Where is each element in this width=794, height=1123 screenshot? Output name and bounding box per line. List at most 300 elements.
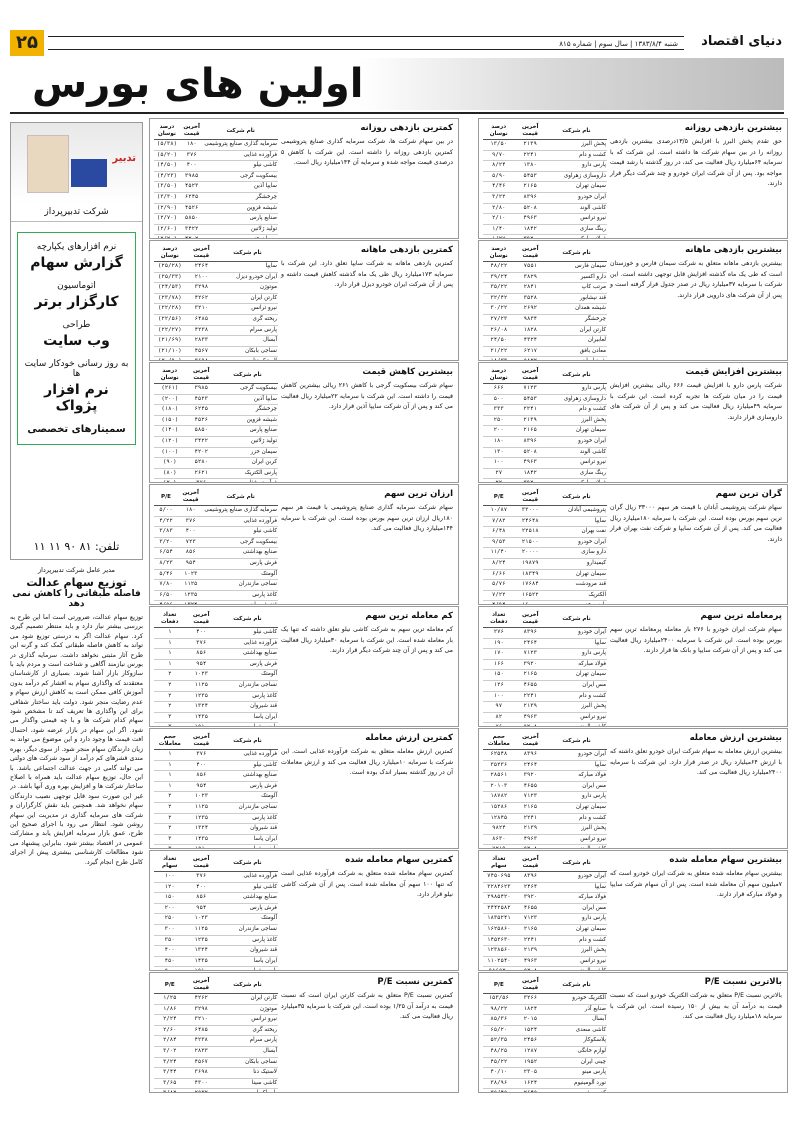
- company-name: کارتن ایران: [546, 325, 607, 336]
- company-name: پارس دارو: [546, 649, 607, 660]
- last-price: ۲۱۳۹: [514, 140, 545, 151]
- last-price: ۳۴۲۲: [186, 436, 217, 447]
- last-price: [515, 357, 547, 361]
- stats-table: [154, 245, 278, 361]
- company-name: ریخته گری: [217, 1025, 278, 1036]
- table-row: [154, 893, 278, 904]
- col-header-price: آخرین قیمت: [515, 245, 547, 262]
- company-name: فولاد مبارکه: [546, 771, 607, 782]
- table-row: [483, 914, 607, 925]
- table-row: [154, 1078, 278, 1089]
- col-header-price: آخرین قیمت: [185, 855, 216, 872]
- table-row: [483, 590, 607, 601]
- table-row: [154, 415, 278, 426]
- metric-value: ۲۸۵۶۱: [483, 771, 515, 782]
- section-text: [281, 611, 453, 657]
- metric-value: (۲۵/۲۸): [154, 262, 186, 273]
- table-row: [154, 468, 278, 479]
- company-name: پارس سرام: [217, 1036, 278, 1047]
- table-row: [483, 384, 607, 395]
- company-name: سیمان خزر: [217, 447, 278, 458]
- table-row: [154, 458, 278, 469]
- last-price: ۴۰۰: [186, 760, 217, 771]
- section-table-wrap: [483, 855, 607, 971]
- metric-value: ۲۷: [483, 468, 514, 479]
- metric-value: ۱/۸۶: [154, 1004, 185, 1015]
- last-price: ۱۰۲۳: [178, 569, 203, 580]
- table-row: [483, 956, 607, 967]
- last-price: ۳۷۶: [186, 750, 217, 761]
- last-price: ۲۱۰۰: [186, 272, 217, 283]
- col-header-metric: درصد نوسان: [154, 367, 186, 384]
- company-name: صنایع آذر: [546, 1004, 607, 1015]
- col-header-name: نام شرکت: [217, 245, 278, 262]
- table-row: [154, 723, 278, 727]
- metric-value: ۱: [154, 771, 186, 782]
- metric-value: ۳/۸۳: [154, 527, 178, 538]
- last-price: ۱۸۲۴: [515, 1004, 546, 1015]
- company-name: کشت و دام: [546, 150, 607, 161]
- company-name: سایپا آذین: [203, 182, 278, 193]
- section-body: سهام شرکت ایران خودرو با ۲۷۶ بار معامله پرمعامله ترین سهم بورس بوده است. این شرکت با سرمایه ۲۴۰۰میلیارد ریال فعالیت می کند و پس از آن شرکت سایپا و بانک ها قرار دارند.: [610, 626, 782, 654]
- col-header-metric: حجم معاملات: [483, 733, 515, 750]
- advertisement[interactable]: [10, 122, 143, 560]
- metric-value: ۱۴۵۲۶۳۰: [483, 935, 515, 946]
- company-name: شیشه قزوین: [217, 415, 278, 426]
- metric-value: (۵/۲۰): [154, 150, 180, 161]
- table-row: [483, 1057, 607, 1068]
- section-text: [610, 611, 782, 657]
- metric-value: ۴۸/۲۵: [483, 1046, 515, 1057]
- metric-value: ۳/۰۲: [154, 1046, 185, 1057]
- ad-line: نرم افزارهای یکپارچه: [36, 242, 117, 252]
- company-name: پخش البرز: [546, 946, 607, 957]
- col-header-name: نام شرکت: [203, 123, 278, 140]
- company-name: موتوژن: [217, 283, 278, 294]
- company-name: سایپا: [217, 262, 278, 273]
- stats-table: [483, 611, 607, 727]
- metric-value: ۶/۶۶: [483, 569, 514, 580]
- section-table-wrap: [154, 977, 278, 1093]
- metric-value: [154, 235, 180, 239]
- table-row: [154, 548, 278, 559]
- stats-table: [483, 123, 607, 239]
- metric-value: ۵/۴۶: [154, 569, 178, 580]
- section-title: کمترین سهام معامله شده: [345, 855, 453, 865]
- metric-value: ۲۰۱۰۳: [483, 781, 515, 792]
- company-name: مرتب کاپ: [546, 283, 607, 294]
- company-name: صنایع بهداشتی: [217, 649, 278, 660]
- company-name: صنایع بهداشتی: [217, 893, 278, 904]
- company-name: [546, 601, 607, 605]
- company-name: پارس سرام: [217, 325, 278, 336]
- table-row: [483, 537, 607, 548]
- last-price: ۴۹۶۳: [514, 458, 545, 469]
- stat-section: [478, 606, 788, 727]
- last-price: ۱۴۳۵: [185, 956, 216, 967]
- last-price: [185, 967, 216, 971]
- metric-value: ۳/۲۴: [154, 1057, 185, 1068]
- col-header-metric: P/E: [154, 977, 185, 994]
- section-body: سهام شرکت پتروشیمی آبادان با قیمت هر سهم ۳۳۰۰۰ ریال گران ترین سهم بورس بوده است. این شرکت با سرمایه ۱۸۰میلیارد ریال فعالیت می کند. پس از آن شرکت سایپا و شرکت نفت بهران قرار دارند.: [610, 504, 782, 543]
- last-price: ۷۱۲۳: [515, 914, 546, 925]
- col-header-price: آخرین قیمت: [514, 123, 545, 140]
- table-row: [154, 813, 278, 824]
- stat-section: [478, 728, 788, 849]
- last-price: ۳۲۹۸: [186, 283, 217, 294]
- company-name: کشت و دام: [546, 935, 607, 946]
- table-row: [483, 558, 607, 569]
- company-name: فرآورده غذایی: [203, 516, 278, 527]
- company-name: ایران خودرو: [546, 628, 607, 639]
- table-row: [483, 1068, 607, 1079]
- last-price: ۴۰۰: [180, 161, 204, 172]
- last-price: ۷۱۲۳: [515, 792, 546, 803]
- company-name: پخش البرز: [546, 824, 607, 835]
- metric-value: (۵/۳۸): [154, 140, 180, 151]
- company-name: کاغذ پارس: [217, 813, 278, 824]
- company-name: فرش پارس: [203, 558, 278, 569]
- last-price: ۷۱۲۳: [515, 649, 546, 660]
- last-price: ۴۲۳۸: [185, 1036, 217, 1047]
- table-row: [154, 946, 278, 957]
- table-row: [483, 1004, 607, 1015]
- section-title: بیشترین بازدهی روزانه: [684, 123, 782, 133]
- section-body: بالاترین نسبت P/E متعلق به شرکت الکتریک خودرو است که نسبت قیمت به درآمد آن به بیش از ۱۵۰ رسیده است. این شرکت با سرمایه ۱۸میلیارد ریال فعالیت می کند.: [610, 992, 782, 1020]
- section-body: در بین سهام شرکت ها، شرکت سرمایه گذاری صنایع پتروشیمی کمترین بازدهی روزانه را داشته است. این شرکت با کاهش ۵ درصدی قیمت مواجه شده و سرمایه آن ۱۴۴میلیارد ریال است.: [281, 138, 453, 166]
- last-price: ۹۵۴: [186, 659, 217, 670]
- last-price: ۳۹۲۰: [515, 771, 546, 782]
- editorial-subtitle: فاصله طبقاتی را کاهش نمی دهد: [12, 589, 141, 609]
- section-title: بیشترین کاهش قیمت: [362, 367, 453, 377]
- metric-value: ۹/۵۳: [483, 537, 514, 548]
- company-name: معادن بافق: [546, 346, 607, 357]
- last-price: ۳۴۲۲: [180, 224, 204, 235]
- company-name: [217, 845, 278, 849]
- table-row: [483, 1036, 607, 1047]
- table-row: [154, 601, 278, 605]
- company-name: لعابیران: [546, 336, 607, 347]
- last-price: ۱۵۲۴: [515, 1025, 546, 1036]
- company-name: نیرو ترانس: [217, 1015, 278, 1026]
- company-name: سرمایه گذاری صنایع پتروشیمی: [203, 506, 278, 517]
- metric-value: (۲/۷۰): [154, 214, 180, 225]
- metric-value: ۲: [154, 813, 186, 824]
- metric-value: ۸۵/۳۶: [483, 1015, 515, 1026]
- metric-value: ۱۳۰: [483, 447, 514, 458]
- table-row: [483, 580, 607, 591]
- section-text: [281, 367, 453, 413]
- metric-value: ۸/۲۴: [483, 558, 514, 569]
- company-name: فرش پارس: [217, 781, 278, 792]
- table-row: [154, 580, 278, 591]
- last-price: ۲۱۶۵: [515, 924, 546, 935]
- metric-value: ۵/۷۶: [483, 580, 514, 591]
- metric-value: ۱۲۸۴۵: [483, 813, 515, 824]
- metric-value: ۴۸/۲۲: [483, 262, 515, 273]
- company-name: آلومتک: [217, 914, 278, 925]
- stat-section: [149, 972, 459, 1093]
- last-price: ۱۱۲۵: [186, 680, 217, 691]
- ad-line: اتوماسیون: [57, 281, 96, 291]
- table-row: [154, 670, 278, 681]
- company-name: نیرو ترانس: [546, 956, 607, 967]
- metric-value: ۱۳/۵۰: [483, 140, 514, 151]
- metric-value: ۱۷۰: [483, 649, 515, 660]
- stat-section: [149, 484, 459, 605]
- table-row: [483, 506, 607, 517]
- last-price: ۳۵۲۸: [515, 293, 547, 304]
- metric-value: (۲۰۰): [154, 394, 186, 405]
- company-name: [203, 235, 278, 239]
- company-name: ایران خودرو: [546, 750, 607, 761]
- col-header-metric: P/E: [483, 977, 515, 994]
- last-price: [186, 479, 217, 483]
- section-body: کمترین ارزش معامله متعلق به شرکت فرآورده غذایی است. این شرکت با سرمایه ۱۰میلیارد ریال فعالیت می کند و ارزش معاملات آن در روز گذشته بسیار اندک بوده است.: [281, 748, 454, 776]
- ad-phone: تلفن: ۸۱ ۹۰ ۱۱ ۱۱: [33, 540, 120, 553]
- company-name: فولاد مبارکه: [546, 893, 607, 904]
- stats-table: [154, 611, 278, 727]
- metric-value: [154, 723, 186, 727]
- last-price: ۲۱۶۵: [514, 426, 545, 437]
- table-row: [483, 935, 607, 946]
- company-name: تولید ژلاتین: [217, 436, 278, 447]
- last-price: ۱۹۵۲: [515, 1057, 546, 1068]
- table-row: [483, 628, 607, 639]
- metric-value: [154, 601, 178, 605]
- company-name: فرآورده غذایی: [217, 872, 278, 883]
- col-header-metric: درصد نوسان: [154, 245, 186, 262]
- metric-value: ۱۵۲۸۶: [483, 802, 515, 813]
- table-row: [154, 140, 278, 151]
- company-name: [546, 967, 607, 971]
- metric-value: ۱۰۰: [154, 872, 185, 883]
- last-price: ۲۱۳۹: [515, 702, 546, 713]
- last-price: ۵۴۵۳: [514, 171, 545, 182]
- metric-value: ۱۵۰: [154, 893, 185, 904]
- issue-strip: شنبه ۱۳۸۳/۸/۴ | سال سوم | شماره ۸۱۵: [48, 36, 684, 50]
- col-header-price: آخرین قیمت: [186, 733, 217, 750]
- metric-value: (۲۴/۵۳): [154, 283, 186, 294]
- metric-value: ۱: [154, 659, 186, 670]
- section-table-wrap: [483, 367, 607, 483]
- table-row: [483, 325, 607, 336]
- last-price: ۴۵۲۳: [186, 394, 217, 405]
- metric-value: ۱۸۷۸۲: [483, 792, 515, 803]
- section-text: [610, 123, 782, 190]
- last-price: ۴۵۲۳: [180, 182, 204, 193]
- stats-table: [483, 489, 607, 605]
- section-title: بیشترین افزایش قیمت: [685, 367, 782, 377]
- last-price: ۱۲۳۵: [185, 935, 216, 946]
- table-row: [154, 1025, 278, 1036]
- company-name: کاشی الوند: [546, 447, 607, 458]
- ad-product: وب سایت: [43, 333, 110, 349]
- table-row: [154, 649, 278, 660]
- table-row: [483, 171, 607, 182]
- last-price: ۲۶۹۲: [515, 304, 547, 315]
- table-row: [154, 214, 278, 225]
- company-name: لاستیک دنا: [217, 1068, 278, 1079]
- editorial-body: توزیع سهام عدالت، ضرورتی است اما این طرح به بررسی بیشتر نیاز دارد و باید منتظر تصمیم گیری کرد. سهام عدالت اگر به درستی توزیع شود می تواند به کاهش فاصله طبقاتی کمک کند و گرنه این طرح آثار مثبتی نخواهد داشت. سرمایه گذاری در بورس نیازمند آگاهی و شناخت است و مردم باید با سازوکار بازار آشنا شوند. بسیاری از کارشناسان معتقدند که واگذاری سهام به اقشار کم درآمد بدون آموزش کافی ممکن است به کاهش ارزش سهام و عدم رضایت منجر شود. دولت باید ساختار شفافی برای این واگذاری ها تعریف کند تا مشخص شود سهام کدام شرکت ها و با چه قیمتی واگذار می شود. اگر این سهام در بازار عرضه شود، احتمال افت قیمت ها وجود دارد و این موضوع می تواند به زیان دارندگان سهام منجر شود. از سوی دیگر، بهره مندی قشرهای کم درآمد از سود شرکت های دولتی می تواند گامی در جهت عدالت اجتماعی باشد. با این حال، توزیع سهام عدالت باید همراه با اصلاح ساختار شرکت ها و افزایش بهره وری آنها باشد. در غیر این صورت سود قابل توجهی نصیب دارندگان سهام نخواهد شد. همچنین باید نقش کارگزاران و شرکت های سرمایه گذاری در مدیریت این سهام روشن شود. انتظار می رود با اجرای صحیح این طرح، عمق بازار سرمایه افزایش یابد و مشارکت عمومی در اقتصاد بیشتر شود. بنابراین پیشنهاد می شود مطالعات کارشناسی بیشتری پیش از اجرای کامل طرح انجام گیرد.: [10, 614, 143, 866]
- metric-value: [154, 967, 185, 971]
- company-name: صنایع پارس: [203, 214, 278, 225]
- section-body: بیشترین ارزش معامله به سهام شرکت ایران خودرو تعلق داشته که با ارزش ۶۴میلیارد ریال در صدر قرار دارد. این شرکت با سرمایه ۲۴۰۰میلیارد ریال فعالیت می کند.: [610, 748, 783, 776]
- company-name: [203, 601, 278, 605]
- table-row: [483, 601, 607, 605]
- table-row: [483, 834, 607, 845]
- metric-value: ۲۵۰: [483, 415, 514, 426]
- last-price: ۱۰۲۳: [185, 914, 216, 925]
- company-name: [217, 357, 278, 361]
- metric-value: ۴/۴۶: [483, 182, 514, 193]
- col-header-price: آخرین قیمت: [186, 367, 217, 384]
- last-price: ۷۵۵۱: [515, 262, 547, 273]
- last-price: ۴۹۶۳: [515, 956, 546, 967]
- last-price: ۱۳۸۰: [514, 161, 545, 172]
- table-row: [483, 872, 607, 883]
- last-price: ۴۹۶۳: [515, 712, 546, 723]
- last-price: ۱۳۲۴: [186, 702, 217, 713]
- last-price: ۲۰۱۵: [515, 1015, 546, 1026]
- metric-value: ۴۵/۲۲: [483, 1057, 515, 1068]
- last-price: ۴۹۶۳: [515, 834, 546, 845]
- last-price: ۱۸۲۸: [515, 325, 547, 336]
- metric-value: ۶/۵۴: [154, 548, 178, 559]
- company-name: ایران خودرو: [546, 537, 607, 548]
- table-row: [154, 203, 278, 214]
- col-header-name: نام شرکت: [217, 733, 278, 750]
- laptop-icon: [71, 159, 107, 187]
- section-table-wrap: [154, 123, 278, 239]
- last-price: [514, 235, 545, 239]
- col-header-name: نام شرکت: [217, 977, 278, 994]
- col-header-price: آخرین قیمت: [514, 367, 545, 384]
- table-row: [483, 702, 607, 713]
- metric-value: ۷/۸۰: [154, 580, 178, 591]
- metric-value: ۳/۴۴: [154, 1068, 185, 1079]
- last-price: ۲۲۴۱: [514, 150, 545, 161]
- last-price: ۴۵۲۶: [186, 415, 217, 426]
- last-price: ۴۲۶۲: [185, 994, 217, 1005]
- table-row: [154, 479, 278, 483]
- company-name: آبسال: [217, 336, 278, 347]
- section-title: ارزان ترین سهم: [384, 489, 453, 499]
- stat-section: [478, 972, 788, 1093]
- company-name: نیرو ترانس: [217, 304, 278, 315]
- divider: [10, 112, 784, 114]
- company-name: داروسازی زهراوی: [546, 394, 607, 405]
- metric-value: ۴۰/۱۰: [483, 1068, 515, 1079]
- metric-value: ۲/۲۴: [154, 1015, 185, 1026]
- company-name: نساجی مازندران: [217, 802, 278, 813]
- metric-value: ۸۶۳۰: [483, 834, 515, 845]
- company-name: دارو اکسیر: [546, 272, 607, 283]
- last-price: ۱۸۴۲: [514, 468, 545, 479]
- company-name: سایپا: [546, 882, 607, 893]
- company-name: کربن ایران: [217, 458, 278, 469]
- table-row: [483, 224, 607, 235]
- last-price: ۵۲۰۸: [514, 447, 545, 458]
- company-name: کاشی سعدی: [546, 1025, 607, 1036]
- last-price: ۲۴۶۴: [515, 882, 546, 893]
- last-price: ۵۲۸۰: [186, 458, 217, 469]
- col-header-metric: تعداد سهام: [483, 855, 515, 872]
- company-name: رینگ سازی: [546, 224, 607, 235]
- editorial-caption: مدیر عامل شرکت تدبیرپرداز: [37, 566, 116, 574]
- last-price: ۲۴۵۶: [515, 1036, 546, 1047]
- last-price: ۴۲۳۸: [186, 325, 217, 336]
- last-price: ۵۸۵۰: [180, 214, 204, 225]
- table-row: [483, 357, 607, 361]
- section-body: کمترین سهام معامله شده متعلق به شرکت فرآورده غذایی است که تنها ۱۰۰ سهم آن معامله شده است. پس از آن شرکت کاشی نیلو قرار دارد.: [281, 870, 453, 898]
- last-price: ۳۲۱۰: [186, 304, 217, 315]
- last-price: ۴۳۰۰: [185, 1078, 217, 1089]
- last-price: ۳۷۶: [178, 516, 203, 527]
- company-name: [546, 479, 607, 483]
- table-row: [154, 558, 278, 569]
- table-row: [483, 214, 607, 225]
- section-body: کمترین بازدهی ماهانه به شرکت سایپا تعلق دارد. این شرکت با سرمایه ۱۷۳میلیارد ریال طی یک ماه گذشته کاهش قیمت داشته و پس از آن شرکت ایران خودرو دیزل قرار دارد.: [281, 260, 453, 288]
- table-row: [154, 792, 278, 803]
- company-name: پارس دارو: [546, 384, 607, 395]
- company-name: نورد آلومینیوم: [546, 1078, 607, 1089]
- last-price: ۸۳۹۶: [515, 750, 546, 761]
- table-row: [483, 882, 607, 893]
- section-table-wrap: [154, 611, 278, 727]
- table-row: [483, 405, 607, 416]
- table-row: [483, 680, 607, 691]
- col-header-price: آخرین قیمت: [186, 245, 217, 262]
- ad-product: گزارش سهام: [30, 255, 123, 271]
- metric-value: ۱۱۰۲۵۴۰: [483, 956, 515, 967]
- last-price: ۱۸۰: [180, 140, 204, 151]
- metric-value: ۲۰۰: [483, 426, 514, 437]
- last-price: ۴۹۶۳: [514, 214, 545, 225]
- table-row: [483, 161, 607, 172]
- stat-section: [478, 240, 788, 361]
- table-row: [154, 750, 278, 761]
- stats-table: [483, 855, 607, 971]
- stats-table: [154, 855, 278, 971]
- last-price: [515, 967, 546, 971]
- section-table-wrap: [483, 611, 607, 727]
- table-row: [483, 235, 607, 239]
- last-price: ۳۹۸۵: [180, 171, 204, 182]
- last-price: ۴۲۰۲: [186, 447, 217, 458]
- metric-value: ۷/۸۲: [483, 516, 514, 527]
- table-row: [154, 659, 278, 670]
- company-name: نساجی بابکان: [217, 346, 278, 357]
- metric-value: ۲: [154, 670, 186, 681]
- last-price: ۳۷۶: [180, 150, 204, 161]
- table-row: [483, 458, 607, 469]
- table-row: [483, 447, 607, 458]
- table-row: [154, 967, 278, 971]
- company-name: قند شیروان: [217, 824, 278, 835]
- company-name: نیرو ترانس: [546, 712, 607, 723]
- stats-table: [483, 733, 607, 849]
- col-header-price: آخرین قیمت: [515, 733, 546, 750]
- metric-value: ۱۶۶: [483, 659, 515, 670]
- company-name: آبسال: [217, 1046, 278, 1057]
- table-row: [483, 336, 607, 347]
- table-row: [154, 834, 278, 845]
- metric-value: ۴۵۰: [154, 956, 185, 967]
- table-row: [483, 436, 607, 447]
- metric-value: ۲۶/۰۸: [483, 325, 515, 336]
- company-name: [217, 1089, 278, 1093]
